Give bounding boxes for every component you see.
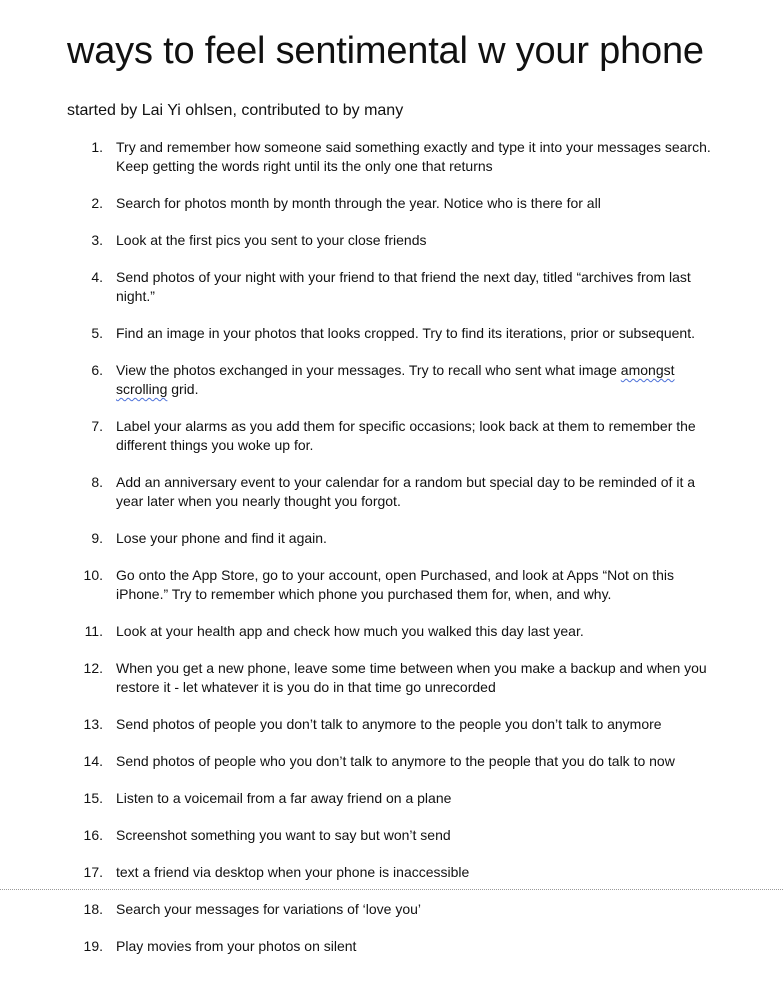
list-item-number: 7.	[91, 418, 103, 434]
list-item-text: Look at the first pics you sent to your close friends	[116, 232, 427, 248]
list-item[interactable]	[0, 194, 783, 213]
list-item-number: 10.	[83, 567, 103, 583]
list-item[interactable]	[0, 529, 783, 548]
list-item-text: Search your messages for variations of ‘love you’	[116, 901, 422, 917]
list-item-number: 18.	[83, 901, 103, 917]
list-item-number: 9.	[91, 530, 103, 546]
list-item-number: 13.	[83, 716, 103, 732]
list-item-number: 8.	[91, 474, 103, 490]
list-item-text: Find an image in your photos that looks cropped. Try to find its iterations, prior or subsequent.	[116, 325, 695, 341]
list-item-text: Lose your phone and find it again.	[116, 530, 327, 546]
list-item[interactable]	[0, 789, 783, 808]
list-item[interactable]	[0, 622, 783, 641]
list-item-text: Search for photos month by month through the year. Notice who is there for all	[116, 195, 601, 211]
list-item-text: Try and remember how someone said something exactly and type it into your messages search. Keep getting the words right until its the only one that returns	[116, 139, 711, 174]
list-item-text: When you get a new phone, leave some time between when you make a backup and when you restore it - let whatever it is you do in that time go unrecorded	[116, 660, 707, 695]
list-item[interactable]	[0, 324, 783, 343]
list-item[interactable]	[0, 715, 783, 734]
list-item-number: 14.	[83, 753, 103, 769]
list-item-number: 11.	[84, 623, 103, 639]
document-title[interactable]: ways to feel sentimental w your phone	[67, 30, 704, 72]
list-item[interactable]	[0, 138, 783, 176]
list-item[interactable]	[0, 361, 783, 399]
list-item-text	[116, 361, 723, 399]
list-item-text: Send photos of your night with your friend to that friend the next day, titled “archives from last night.”	[116, 269, 691, 304]
list-item-number: 19.	[83, 938, 103, 954]
list-item-text: text a friend via desktop when your phone is inaccessible	[116, 864, 470, 880]
list-item[interactable]	[0, 417, 783, 455]
list-item-text: Screenshot something you want to say but won’t send	[116, 827, 451, 843]
list-item-number: 1.	[91, 139, 103, 155]
list-item-text-part: grid.	[167, 381, 199, 397]
list-item-text: Listen to a voicemail from a far away friend on a plane	[116, 790, 452, 806]
list-item-text: Add an anniversary event to your calendar for a random but special day to be reminded of it a year later when you nearly thought you forgot.	[116, 474, 696, 509]
list-item-text: Go onto the App Store, go to your account, open Purchased, and look at Apps “Not on this iPhone.” Try to remember which phone you purchased them for, when, and why.	[116, 567, 675, 602]
list-item[interactable]	[0, 659, 783, 697]
list-item-number: 2.	[91, 195, 103, 211]
list-item[interactable]	[0, 473, 783, 511]
byline[interactable]: started by Lai Yi ohlsen, contributed to by many	[67, 102, 404, 119]
list-item-number: 12.	[83, 660, 103, 676]
page-break-divider	[0, 889, 783, 890]
list-item[interactable]	[0, 900, 783, 919]
list-item-text: Send photos of people who you don’t talk to anymore to the people that you do talk to now	[116, 753, 675, 769]
list-item-text: Play movies from your photos on silent	[116, 938, 357, 954]
list-item-text: Look at your health app and check how much you walked this day last year.	[116, 623, 584, 639]
list-item-number: 16.	[83, 827, 103, 843]
list-item-number: 6.	[91, 362, 103, 378]
list-item-number: 3.	[91, 232, 103, 248]
list-item-number: 5.	[91, 325, 103, 341]
list-item[interactable]	[0, 937, 783, 956]
list-item-text: Label your alarms as you add them for specific occasions; look back at them to remember the different things you woke up for.	[116, 418, 696, 453]
list-item-number: 4.	[91, 269, 103, 285]
list-item-number: 17.	[83, 864, 103, 880]
list-item-text: Send photos of people you don’t talk to anymore to the people you don’t talk to anymore	[116, 716, 662, 732]
list-item[interactable]	[0, 752, 783, 771]
list-item[interactable]	[0, 231, 783, 250]
list-item-text-part: View the photos exchanged in your messages. Try to recall who sent what image	[116, 362, 621, 378]
list-item-number: 15.	[83, 790, 103, 806]
list-item[interactable]	[0, 826, 783, 845]
list-item[interactable]	[0, 268, 783, 306]
spellcheck-flagged-text[interactable]: amongst scrolling	[116, 362, 675, 397]
list-item[interactable]	[0, 863, 783, 882]
ideas-list	[0, 138, 783, 974]
list-item[interactable]	[0, 566, 783, 604]
